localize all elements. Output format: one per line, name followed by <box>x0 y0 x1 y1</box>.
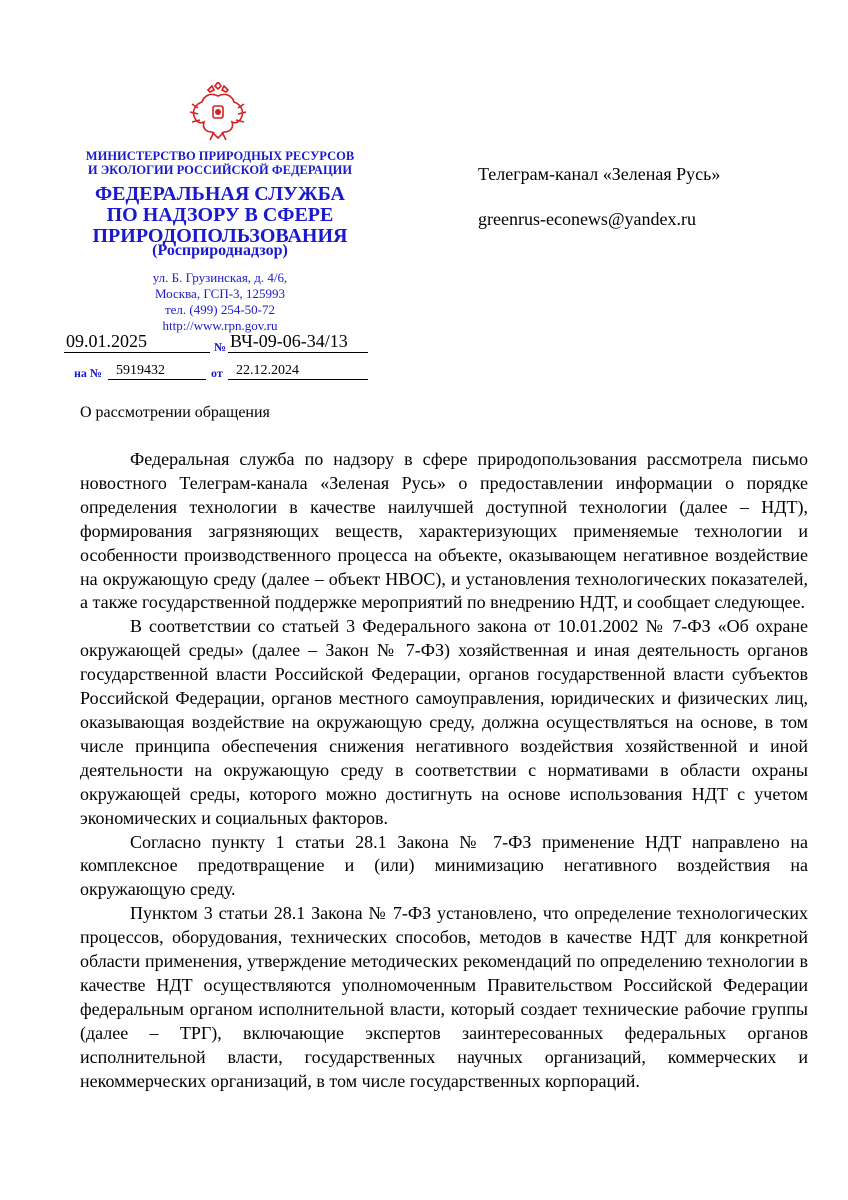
body-paragraph-3: Согласно пункту 1 статьи 28.1 Закона № 7-ФЗ применение НДТ направлено на комплексное предотвращение и (или) минимизацию негативного воздействия на окружающую среду. <box>80 831 808 900</box>
ministry-name <box>56 149 384 177</box>
letter-body <box>80 448 808 1093</box>
body-paragraph-4: Пунктом 3 статьи 28.1 Закона № 7-ФЗ установлено, что определение технологических процессов, оборудования, технических способов, методов в качестве НДТ для конкретной области применения, утверждение методических рекомендаций по определению технологии в качестве НДТ осуществляются уполномоченным Правительством Российской Федерации федеральным органом исполнительной власти, который создает технические рабочие группы (далее – ТРГ), включающие экспертов заинтересованных федеральных органов исполнительной власти, государственных научных организаций, коммерческих и некоммерческих организаций, в том числе государственных корпораций. <box>80 903 808 1091</box>
coat-of-arms-icon <box>186 82 250 144</box>
ref-date-underline <box>228 379 368 380</box>
service-line-1: ФЕДЕРАЛЬНАЯ СЛУЖБА <box>95 183 345 205</box>
address-line-2: Москва, ГСП-3, 125993 <box>154 286 286 301</box>
ref-date: 22.12.2024 <box>236 363 299 378</box>
body-paragraph-2: В соответствии со статьей 3 Федерального закона от 10.01.2002 № 7-ФЗ «Об охране окружающей среды» (далее – Закон № 7-ФЗ) хозяйственная и иная деятельность органов государственной власти Российской Федерации, органов государственной власти субъектов Российской Федерации, органов местного самоуправления, юридических и физических лиц, оказывающая воздействие на окружающую среду, должна осуществляться на основе, в том числе принципа обеспечения снижения негативного воздействия хозяйственной и иной деятельности на окружающую среду в соответствии с нормативами в области охраны окружающей среды, которого можно достигнуть на основе использования НДТ с учетом экономических и социальных факторов. <box>80 616 808 828</box>
ref-number-underline <box>108 379 206 380</box>
service-short-name: (Росприроднадзор) <box>152 242 288 259</box>
ref-label: на № <box>74 366 102 380</box>
registration-date: 09.01.2025 <box>66 331 147 351</box>
recipient-name: Телеграм-канал «Зеленая Русь» <box>478 164 721 184</box>
number-label: № <box>214 340 227 354</box>
ministry-line-1: МИНИСТЕРСТВО ПРИРОДНЫХ РЕСУРСОВ <box>85 149 355 163</box>
ref-from-label: от <box>211 366 223 380</box>
service-name <box>56 184 384 247</box>
address-block <box>56 270 384 334</box>
recipient-email[interactable]: greenrus-econews@yandex.ru <box>478 209 696 229</box>
service-line-3: ПРИРОДОПОЛЬЗОВАНИЯ <box>92 225 348 247</box>
phone: тел. (499) 254-50-72 <box>164 302 275 317</box>
website-link[interactable]: http://www.rpn.gov.ru <box>162 318 278 333</box>
address-line-1: ул. Б. Грузинская, д. 4/6, <box>152 270 288 285</box>
subject-line: О рассмотрении обращения <box>80 404 270 421</box>
ref-number: 5919432 <box>116 363 165 378</box>
date-underline <box>64 352 210 353</box>
number-underline <box>228 352 368 353</box>
ministry-line-2: И ЭКОЛОГИИ РОССИЙСКОЙ ФЕДЕРАЦИИ <box>87 163 353 177</box>
registration-number: ВЧ-09-06-34/13 <box>230 331 348 351</box>
body-paragraph-1: Федеральная служба по надзору в сфере природопользования рассмотрела письмо новостного Телеграм-канала «Зеленая Русь» о предоставлении информации о порядке определения технологии в качестве наилучшей доступной технологии (далее – НДТ), формирования загрязняющих веществ, характеризующих применяемые технологии и особенности производственного процесса на объекте, оказывающем негативное воздействие на окружающую среду (далее – объект НВОС), и установления технологических показателей, а также государственной поддержке мероприятий по внедрению НДТ, и сообщает следующее. <box>80 449 808 613</box>
service-line-2: ПО НАДЗОРУ В СФЕРЕ <box>106 204 334 226</box>
